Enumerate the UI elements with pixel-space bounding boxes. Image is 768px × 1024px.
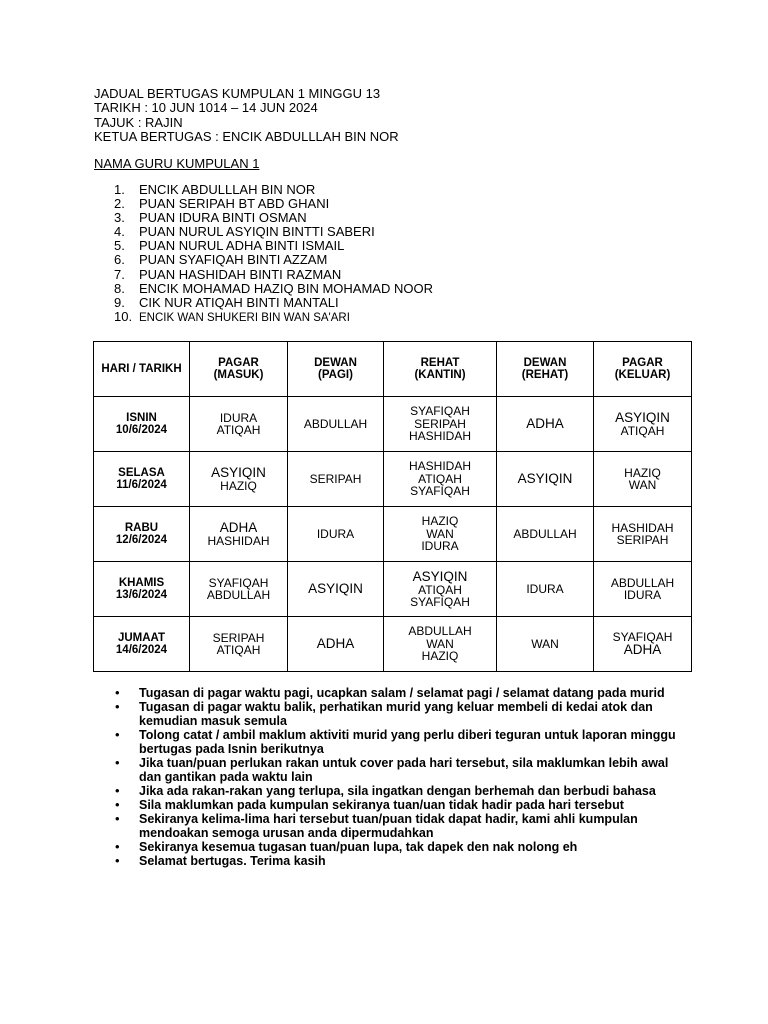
header-gate-in xyxy=(190,342,288,397)
duty-cell xyxy=(497,562,594,617)
table-row xyxy=(94,397,692,452)
duty-name: ASYIQIN xyxy=(211,464,266,480)
duty-cell xyxy=(497,507,594,562)
header-line: (KELUAR) xyxy=(614,369,671,381)
table-header-row xyxy=(94,342,692,397)
teacher-item xyxy=(114,296,433,310)
duty-name: ASYIQIN xyxy=(308,581,363,596)
duty-name: SERIPAH xyxy=(616,533,669,547)
duty-cell xyxy=(288,452,384,507)
header-line: PAGAR xyxy=(622,356,663,369)
duty-cell xyxy=(594,507,692,562)
duty-name: SYAFIQAH xyxy=(410,484,470,499)
header-line: DEWAN xyxy=(523,356,567,369)
day-name: RABU xyxy=(124,521,159,534)
duty-cell xyxy=(497,617,594,672)
duty-name: WAN xyxy=(426,526,454,541)
duty-cell xyxy=(594,397,692,452)
day-cell xyxy=(94,562,190,617)
duty-name: ATIQAH xyxy=(620,423,665,438)
duty-name: HAZIQ xyxy=(220,478,257,493)
duty-cell xyxy=(384,397,497,452)
duty-name: IDURA xyxy=(316,526,355,541)
duty-name: ADHA xyxy=(219,519,258,535)
teacher-item xyxy=(114,211,433,225)
day-name: KHAMIS xyxy=(118,576,165,589)
teacher-name: PUAN IDURA BINTI OSMAN xyxy=(139,210,307,226)
day-cell xyxy=(94,397,190,452)
duty-name: HASHIDAH xyxy=(408,459,471,474)
header-line: DEWAN xyxy=(314,356,357,369)
duty-name: SYAFIQAH xyxy=(612,629,673,644)
duty-name: WAN xyxy=(531,636,559,651)
teacher-item xyxy=(114,225,433,239)
duty-name: ABDULLAH xyxy=(408,624,472,639)
teacher-number: 8. xyxy=(114,280,125,296)
duty-name: SERIPAH xyxy=(309,471,362,486)
note-item: • Selamat bertugas. Terima kasih xyxy=(114,854,684,868)
teacher-item xyxy=(114,183,433,197)
teacher-number: 9. xyxy=(114,294,125,310)
day-name: SELASA xyxy=(118,466,165,479)
header-hall-morning xyxy=(288,342,384,397)
teacher-item xyxy=(114,268,433,282)
note-item: • Jika tuan/puan perlukan rakan untuk cover pada hari tersebut, sila maklumkan lebih awal dan gantikan pada waktu lain xyxy=(114,756,684,784)
duty-cell xyxy=(288,562,384,617)
day-cell xyxy=(94,507,190,562)
schedule-title: JADUAL BERTUGAS KUMPULAN 1 MINGGU 13 xyxy=(94,86,381,101)
document-header xyxy=(94,87,399,144)
schedule-topic: TAJUK : RAJIN xyxy=(94,114,183,130)
duty-cell xyxy=(384,617,497,672)
day-date: 11/6/2024 xyxy=(116,479,167,491)
duty-cell xyxy=(288,617,384,672)
header-line: HARI / TARIKH xyxy=(101,362,182,375)
duty-name: IDURA xyxy=(623,588,662,602)
note-item: • Tolong catat / ambil maklum aktiviti murid yang perlu diberi teguran untuk laporan minggu bertugas pada Isnin berikutnya xyxy=(114,728,684,756)
day-date: 13/6/2024 xyxy=(115,589,168,601)
duty-cell xyxy=(594,617,692,672)
duty-cell xyxy=(190,397,288,452)
header-gate-out xyxy=(594,342,692,397)
note-item: • Sila maklumkan pada kumpulan sekiranya tuan/uan tidak hadir pada hari tersebut xyxy=(114,798,684,812)
day-cell xyxy=(94,452,190,507)
duty-name: HASHIDAH xyxy=(611,520,674,535)
table-row xyxy=(94,507,692,562)
header-line: (MASUK) xyxy=(213,369,264,381)
note-item: • Jika ada rakan-rakan yang terlupa, sila ingatkan dengan berhemah dan berbudi bahasa xyxy=(114,784,684,798)
duty-cell xyxy=(288,507,384,562)
duty-name: ADHA xyxy=(316,636,355,651)
duty-name: ABDULLAH xyxy=(206,588,271,602)
header-break-canteen xyxy=(384,342,497,397)
teacher-item xyxy=(114,239,433,253)
table-row xyxy=(94,562,692,617)
duty-name: HAZIQ xyxy=(421,514,459,529)
teacher-number: 1. xyxy=(114,182,125,197)
duty-name: SERIPAH xyxy=(414,416,466,431)
duty-cell xyxy=(190,452,288,507)
teacher-name: ENCIK WAN SHUKERI BIN WAN SA'ARI xyxy=(139,311,350,324)
duty-name: ADHA xyxy=(526,416,564,431)
teacher-item xyxy=(114,310,433,325)
header-day-date xyxy=(94,342,190,397)
teacher-name: PUAN SERIPAH BT ABD GHANI xyxy=(139,196,330,212)
duty-name: ABDULLAH xyxy=(513,526,577,541)
duty-name: WAN xyxy=(426,636,454,651)
duty-name: IDURA xyxy=(421,539,459,554)
teacher-number: 5. xyxy=(114,238,125,254)
duty-cell xyxy=(497,397,594,452)
duty-cell xyxy=(288,397,384,452)
teacher-item xyxy=(114,282,433,296)
note-item: • Tugasan di pagar waktu balik, perhatikan murid yang keluar membeli di kedai atok dan kemudian masuk semula xyxy=(114,700,684,728)
header-line: (PAGI) xyxy=(318,369,353,381)
teacher-name: ENCIK MOHAMAD HAZIQ BIN MOHAMAD NOOR xyxy=(139,280,433,296)
header-line: PAGAR xyxy=(218,356,259,369)
duty-name: HAZIQ xyxy=(421,649,459,664)
teacher-name: PUAN NURUL ADHA BINTI ISMAIL xyxy=(139,238,345,254)
day-date: 10/6/2024 xyxy=(115,424,168,436)
day-name: JUMAAT xyxy=(117,631,166,644)
duty-name: HASHIDAH xyxy=(207,533,270,548)
duty-cell xyxy=(594,562,692,617)
duty-name: ABDULLAH xyxy=(303,416,368,431)
teacher-item xyxy=(114,253,433,267)
duty-name: IDURA xyxy=(219,410,258,425)
duty-name: ATIQAH xyxy=(216,643,261,657)
duty-name: ASYIQIN xyxy=(517,471,573,486)
note-item: • Sekiranya kesemua tugasan tuan/puan lupa, tak dapek den nak nolong eh xyxy=(114,840,684,854)
duty-name: ABDULLAH xyxy=(610,575,675,590)
teachers-heading: NAMA GURU KUMPULAN 1 xyxy=(94,156,260,171)
duty-cell xyxy=(594,452,692,507)
teacher-number: 6. xyxy=(114,252,125,268)
duty-cell xyxy=(384,507,497,562)
duty-cell xyxy=(190,617,288,672)
duty-name: SYAFIQAH xyxy=(208,575,269,590)
notes-list xyxy=(114,686,684,868)
duty-name: HASHIDAH xyxy=(408,429,471,444)
duty-name: ATIQAH xyxy=(216,423,261,437)
day-date: 14/6/2024 xyxy=(115,644,168,656)
table-row xyxy=(94,452,692,507)
day-cell xyxy=(94,617,190,672)
schedule-leader: KETUA BERTUGAS : ENCIK ABDULLLAH BIN NOR xyxy=(94,128,399,144)
teacher-name: PUAN SYAFIQAH BINTI AZZAM xyxy=(139,252,328,268)
duty-cell xyxy=(497,452,594,507)
duty-cell xyxy=(190,562,288,617)
header-line: (KANTIN) xyxy=(414,369,466,381)
duty-cell xyxy=(384,562,497,617)
duty-name: ASYIQIN xyxy=(615,409,670,425)
day-name: ISNIN xyxy=(126,411,157,424)
header-hall-break xyxy=(497,342,594,397)
teacher-number: 3. xyxy=(114,210,125,226)
schedule-date: TARIKH : 10 JUN 1014 – 14 JUN 2024 xyxy=(94,100,318,116)
duty-name: WAN xyxy=(628,478,657,492)
teacher-list xyxy=(114,183,433,325)
duty-name: ATIQAH xyxy=(418,582,462,597)
teacher-number: 7. xyxy=(114,266,125,282)
note-item: • Sekiranya kelima-lima hari tersebut tuan/puan tidak dapat hadir, kami ahli kumpulan mendoakan semoga urusan anda dipermudahkan xyxy=(114,812,684,840)
teacher-name: CIK NUR ATIQAH BINTI MANTALI xyxy=(139,294,339,310)
header-line: REHAT xyxy=(420,356,460,369)
duty-name: ATIQAH xyxy=(418,471,462,486)
duty-name: ADHA xyxy=(623,642,662,658)
duty-name: HAZIQ xyxy=(624,465,661,480)
duty-name: ASYIQIN xyxy=(412,568,468,584)
teacher-name: PUAN NURUL ASYIQIN BINTTI SABERI xyxy=(139,224,375,240)
note-item: • Tugasan di pagar waktu pagi, ucapkan salam / selamat pagi / selamat datang pada murid xyxy=(114,686,684,700)
duty-name: SYAFIQAH xyxy=(410,404,470,419)
teacher-name: PUAN HASHIDAH BINTI RAZMAN xyxy=(139,266,342,282)
header-line: (REHAT) xyxy=(521,369,569,381)
duty-cell xyxy=(384,452,497,507)
teacher-name: ENCIK ABDULLLAH BIN NOR xyxy=(139,182,316,197)
duty-name: IDURA xyxy=(526,581,564,596)
table-row xyxy=(94,617,692,672)
day-date: 12/6/2024 xyxy=(115,534,168,546)
duty-cell xyxy=(190,507,288,562)
duty-name: SYAFIQAH xyxy=(410,595,470,609)
teacher-item xyxy=(114,197,433,211)
teacher-number: 10. xyxy=(114,308,133,324)
duty-schedule-table xyxy=(93,341,692,672)
duty-name: SERIPAH xyxy=(212,630,265,645)
teacher-number: 2. xyxy=(114,196,125,212)
teacher-number: 4. xyxy=(114,224,125,240)
